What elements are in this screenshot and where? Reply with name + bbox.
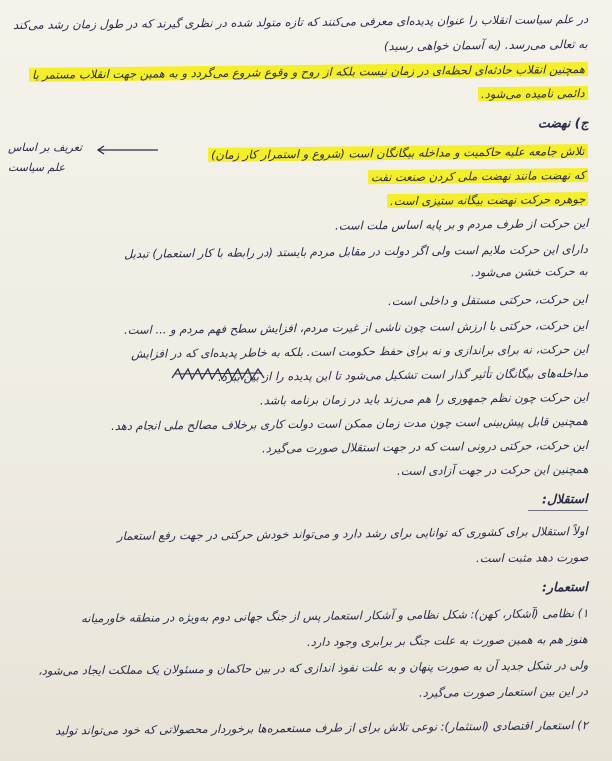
side-note: علم سیاست	[8, 161, 65, 174]
text-line: این حرکت، حرکتی درونی است که در جهت استقلال صورت می‌گیرد.	[261, 438, 589, 456]
text-line: به تعالی می‌رسد. (به آسمان خواهی رسید)	[384, 37, 589, 54]
highlighted-text: دائمی نامیده می‌شود.	[478, 86, 588, 101]
text-line	[29, 60, 588, 84]
text-line	[387, 190, 589, 210]
text-line: در این بین استعمار صورت می‌گیرد.	[418, 684, 589, 700]
text-line: همچنین این حرکت در جهت آزادی است.	[396, 462, 589, 479]
text-line: صورت دهد مثبت است.	[475, 550, 589, 566]
highlighted-text: جوهره حرکت نهضت بیگانه ستیزی است.	[387, 192, 588, 208]
text-line: به حرکت خشن می‌شود.	[471, 264, 589, 280]
text-line: این حرکت، نه برای براندازی و نه برای حفظ حکومت است. بلکه به خاطر پدیده‌ای که در افزایش	[130, 342, 589, 361]
highlighted-text: که نهضت مانند نهضت ملی کردن صنعت نفت	[367, 168, 588, 184]
text-line: مداخله‌های بیگانگان تأثیر گذار است تشکیل می‌شود تا این پدیده را از بین ببرد.	[217, 366, 589, 384]
highlighted-text: تلاش جامعه علیه حاکمیت و مداخله بیگانگان است (شروع و استمرار کار زمان)	[208, 144, 588, 162]
text-line: ۱) نظامی (آشکار، کهن): شکل نظامی و آشکار استعمار پس از جنگ جهانی دوم به‌ویژه در منطقه خاورمیانه	[80, 606, 589, 626]
crossed-out-scribble	[170, 366, 266, 382]
text-line: دارای این حرکت ملایم است ولی اگر دولت در مقابل مردم بایستد (در رابطه با کار استعمار) تبدیل	[124, 242, 589, 261]
text-line: این حرکت از طرف مردم و بر پایه اساس ملت است.	[334, 216, 589, 233]
text-line: ولی در شکل جدید آن به صورت پنهان و به علت نفوذ اندازی که در بین حاکمان و مسئولان یک مملکت ایجاد می‌شود،	[37, 658, 589, 678]
text-line: ۲) استعمار اقتصادی (استثمار): نوعی تلاش برای از طرف مستعمره‌ها برخوردار محصولاتی که خود می‌تواند تولید	[55, 718, 589, 738]
text-line: هنوز هم به همین صورت به علت جنگ بر برابری وجود دارد.	[307, 632, 589, 649]
text-line: این حرکت، حرکتی مستقل و داخلی است.	[388, 292, 589, 309]
text-line	[208, 142, 588, 164]
section-heading: ج) نهضت	[537, 115, 589, 131]
text-line: این حرکت، حرکتی با ارزش است چون ناشی از غیرت مردم، افزایش سطح فهم مردم و ... است.	[124, 318, 589, 337]
text-line: این حرکت چون نظم جمهوری را هم می‌زند باید در زمان برنامه باشد.	[259, 390, 589, 408]
text-line: در علم سیاست انقلاب را عنوان پدیده‌ای معرفی می‌کنند که تازه متولد شده در نظری گیرند که در طول زمان رشد می‌کند	[12, 12, 589, 33]
section-heading: استقلال:	[542, 491, 589, 507]
arrow-icon	[96, 145, 160, 155]
heading-underline	[528, 510, 588, 511]
text-line: همچنین قابل پیش‌بینی است چون مدت زمان ممکن است دولت کاری برخلاف مصالح ملی انجام دهد.	[111, 414, 589, 433]
side-note: تعریف بر اساس	[8, 141, 83, 154]
text-line	[478, 84, 588, 103]
section-heading: استعمار:	[542, 579, 589, 595]
text-line	[367, 166, 588, 186]
highlighted-text: همچنین انقلاب حادثه‌ای لحظه‌ای در زمان نیست بلکه از روح و وقوع شروع می‌گردد و به همین جهت انقلاب مستمر یا	[29, 62, 588, 82]
text-line: اولاً استقلال برای کشوری که توانایی برای رشد دارد و می‌تواند خودش حرکتی در جهت رفع استعمار	[117, 524, 589, 543]
